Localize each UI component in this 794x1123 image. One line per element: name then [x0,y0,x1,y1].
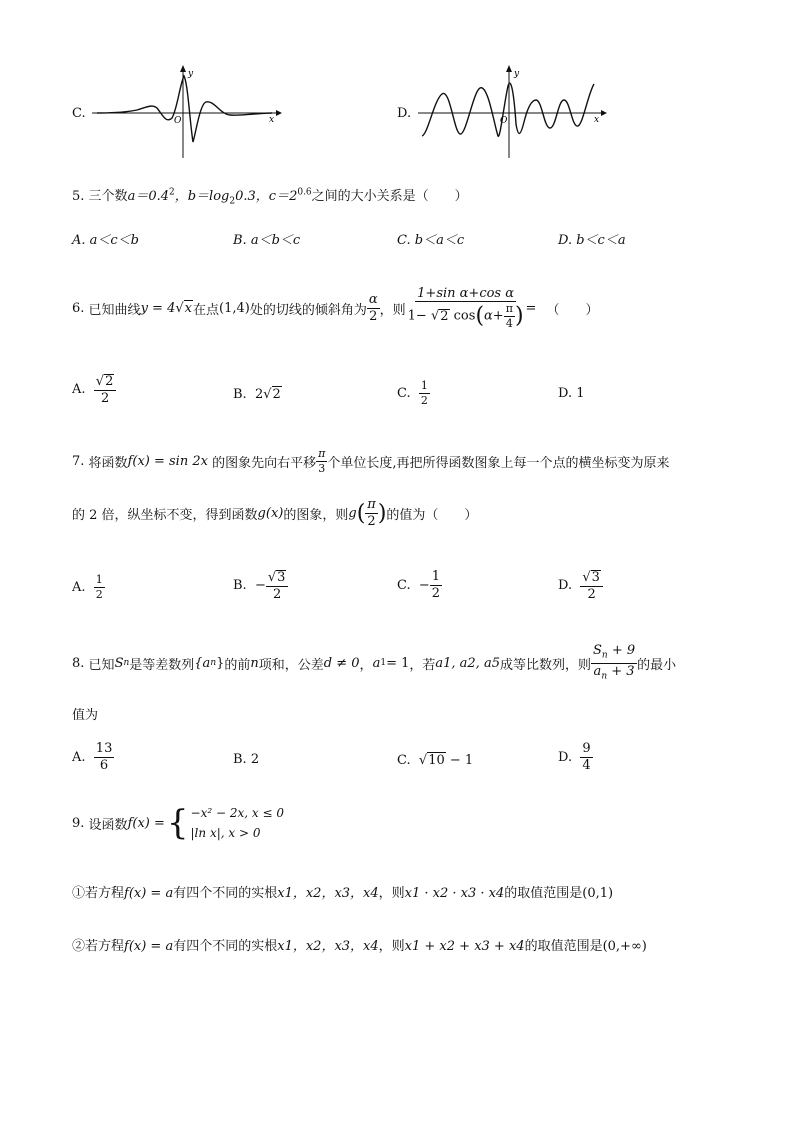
q7-gx: g(x) [257,505,284,521]
q7-option-d: D. $\frac{√3}{2}$ [558,570,603,601]
graph-d-curve [422,83,594,136]
graph-c-origin: O [174,116,182,126]
question-5 [72,185,468,207]
q6-number: 6. [72,300,85,316]
q5-option-a: A. a＜c＜b [72,233,140,248]
q6-t2: 在点 [192,302,219,318]
graph-d-y-arrow [506,65,512,72]
graph-d-x-label: x [594,115,600,125]
q6-t4: ，则 [379,302,406,318]
q5-c-exp: 0.6 [297,187,312,198]
q6-curve-rad: x [184,301,192,316]
graph-c [92,64,282,160]
q5-a-exp: 2 [169,187,175,198]
q8-number: 8. [72,655,85,671]
q8-option-a: A. $\frac{13}{6}$ [72,741,113,773]
q6-t3: 处的切线的倾斜角为 [249,302,367,318]
q9-statement-2: ②若方程f(x) = a有四个不同的实根x1，x2，x3，x4，则x1 + x2 + x3 + x4的取值范围是(0,+∞) [72,939,647,954]
q8-option-c: C. √10 − 1 [397,753,474,768]
graph-d-y-label: y [514,69,520,79]
q6-eq: = [525,300,537,316]
option-c-label: C. [72,106,86,121]
question-6: 6. 已知曲线 y = 4 √ x 在点 (1,4) 处的切线的倾斜角为 $\frac{\alpha}{2}$ ，则 1+sin α+cos α 1− √2 cos(α+ $\frac{\pi}{4}$ ) = （ ） [72,285,599,330]
q8-line2: 值为 [72,708,99,723]
q7-option-a: A. $\frac{1}{2}$ [72,573,103,601]
graph-c-x-arrow [276,110,282,116]
q5-number: 5. [72,189,85,204]
q8-fraction: $\frac{S_n + 9}{a_n + 3}$ [592,643,636,682]
question-9: 9. 设函数 f(x) = { −x² − 2x, x ≤ 0 |ln x|, x > 0 [72,803,284,843]
q9-case2: |ln x|, x > 0 [190,826,261,840]
graph-c-y-label: y [188,69,194,79]
q8-option-d: D. $\frac{9}{4}$ [558,741,591,773]
graph-c-y-arrow [180,65,186,72]
q5-tail: 之间的大小关系是（ ） [311,189,468,204]
q6-main-fraction [406,287,526,330]
q9-fx: f(x) = [127,815,165,831]
q6-frac-den: 1− √2 cos(α+ $\frac{\pi}{4}$ ) [407,302,524,330]
q7-shift-fraction: $\frac{\pi}{3}$ [318,446,326,475]
q8-option-b: B. 2 [233,752,260,767]
q9-statement-1: ①若方程f(x) = a有四个不同的实根x1，x2，x3，x4，则x1 · x2 · x3 · x4的取值范围是(0,1) [72,886,614,901]
q6-option-b: B. 2√2 [233,387,281,402]
q6-option-c: C. $\frac{1}{2}$ [397,379,428,407]
q7-fx: f(x) = sin 2x [127,453,208,469]
q6-paren: （ ） [546,302,599,318]
q6-t1: 已知曲线 [88,302,141,318]
option-d-label: D. [397,106,412,121]
q5-option-b: B. a＜b＜c [233,233,301,248]
q5-option-d: D. b＜c＜a [558,233,626,248]
question-7-line1: 7. 将函数 f(x) = sin 2x 的图象先向右平移 $\frac{\pi}{3}$ 个单位长度,再把所得函数图象上每一个点的横坐标变为原来 [72,446,670,475]
q7-option-c: C. − $\frac{1}{2}$ [397,569,441,601]
q5-b-base: 2 [229,196,236,207]
graph-c-curve [97,76,275,142]
graph-d [418,64,608,160]
graph-d-x-arrow [601,110,607,116]
q9-number: 9. [72,815,85,831]
q5-option-c: C. b＜a＜c [397,233,465,248]
q5-b-tail: 0.3，c＝2 [235,189,298,204]
q6-angle-fraction: $\frac{\alpha}{2}$ [368,291,378,324]
q6-curve: y = 4 [140,300,176,316]
q5-b-expr: ，b＝log [174,189,230,204]
q6-option-a: A. $\frac{√2}{2}$ [72,374,116,405]
question-8-line1: 8. 已知 S n 是等差数列 {a n } 的前 n 项和，公差 d ≠ 0 ， a 1 = 1 ，若 a1, a2, a5 成等比数列，则 $\frac{S_n + 9}{a_n + 3}$ 的最小 [72,643,677,682]
graph-c-x-label: x [269,115,275,125]
q6-option-d: D. 1 [558,386,585,401]
q6-point: (1,4) [219,300,250,316]
q7-number: 7. [72,453,85,469]
q9-case1: −x² − 2x, x ≤ 0 [190,805,284,820]
q7-option-b: B. − $\frac{√3}{2}$ [233,570,288,601]
q5-a-expr: a＝0.4 [127,189,169,204]
question-7-line2: 的 2 倍，纵坐标不变，得到函数 g(x) 的图象，则 g ( $\frac{\pi}{2}$ ) 的值为（ ） [72,496,478,529]
graph-d-origin: O [500,116,508,126]
q5-text: 三个数 [88,189,128,204]
q6-frac-num: 1+sin α+cos α [417,285,515,301]
